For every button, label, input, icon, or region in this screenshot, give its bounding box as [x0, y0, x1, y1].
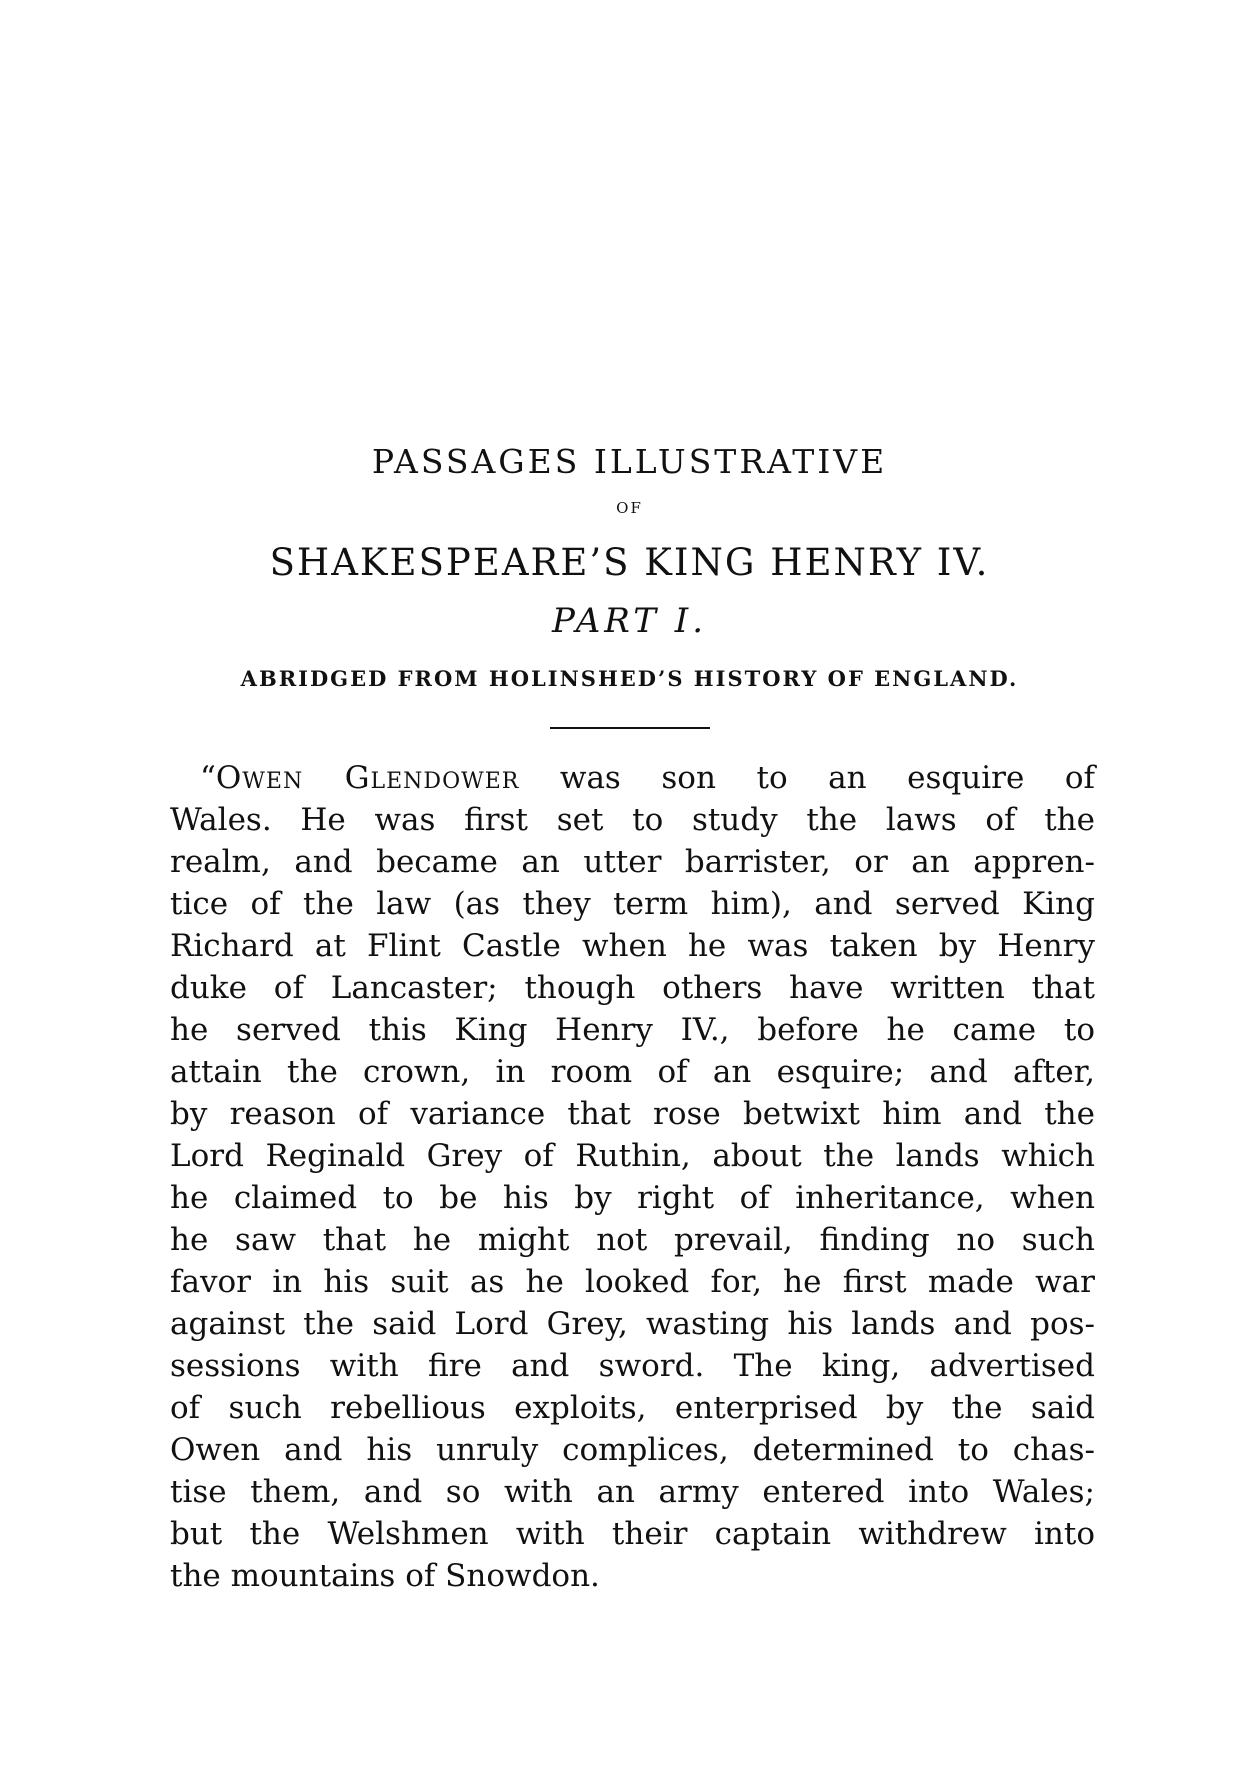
divider-rule [550, 727, 710, 729]
heading-line-2: SHAKESPEARE’S KING HENRY IV. [269, 541, 990, 584]
text-line-1 [170, 757, 1095, 799]
heading-of: OF [616, 499, 643, 517]
text-line-6: duke of Lancaster; though others have written that [170, 970, 1095, 1006]
text-line-9: by reason of variance that rose betwixt him and the [170, 1096, 1095, 1132]
text-line-19: but the Welshmen with their captain withdrew into [170, 1516, 1095, 1552]
text-line-10: Lord Reginald Grey of Ruthin, about the lands which [170, 1138, 1095, 1174]
text-line-20: the mountains of Snowdon. [170, 1558, 600, 1594]
heading-line-1: PASSAGES ILLUSTRATIVE [371, 442, 888, 481]
text-line-3: realm, and became an utter barrister, or an appren- [170, 844, 1095, 880]
text-line-7: he served this King Henry IV., before he came to [170, 1012, 1095, 1048]
text-line-12: he saw that he might not prevail, finding no such [170, 1222, 1095, 1258]
first-line-rest: was son to an esquire of [519, 760, 1096, 796]
body-text [170, 757, 1095, 1597]
text-line-8: attain the crown, in room of an esquire; and after, [170, 1054, 1095, 1090]
text-line-5: Richard at Flint Castle when he was taken by Henry [170, 928, 1095, 964]
text-line-16: of such rebellious exploits, enterprised by the said [170, 1390, 1095, 1426]
text-line-15: sessions with fire and sword. The king, advertised [170, 1348, 1095, 1384]
text-line-14: against the said Lord Grey, wasting his lands and pos- [170, 1306, 1095, 1342]
name-owen-glendower: Owen Glendower [215, 760, 520, 796]
subtitle: ABRIDGED FROM HOLINSHED’S HISTORY OF ENGLAND. [240, 666, 1019, 691]
text-line-11: he claimed to be his by right of inheritance, when [170, 1180, 1095, 1216]
opening-quote: “ [200, 760, 216, 796]
text-line-18: tise them, and so with an army entered into Wales; [170, 1474, 1095, 1510]
text-line-4: tice of the law (as they term him), and served King [170, 886, 1095, 922]
heading-part: PART I. [551, 601, 708, 641]
text-line-17: Owen and his unruly complices, determined to chas- [170, 1432, 1095, 1468]
text-line-13: favor in his suit as he looked for, he first made war [170, 1264, 1095, 1300]
text-line-2: Wales. He was first set to study the laws of the [170, 802, 1095, 838]
